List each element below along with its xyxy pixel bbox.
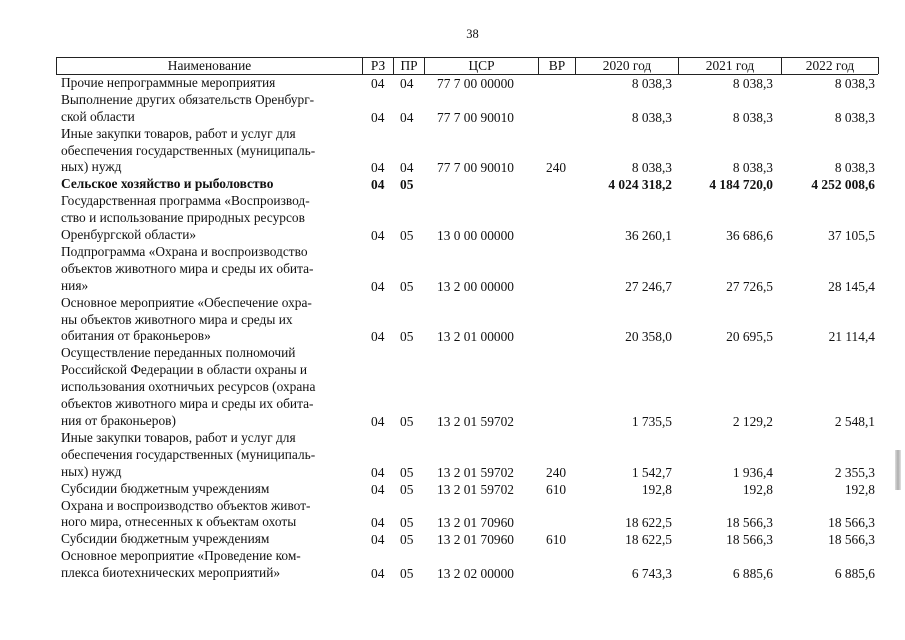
row-value-2020: 192,8 <box>641 481 672 497</box>
row-value-2021: 4 184 720,0 <box>709 177 773 193</box>
table-row <box>0 126 905 177</box>
row-csr: 77 7 00 90010 <box>437 160 514 176</box>
row-rz: 04 <box>371 76 385 91</box>
row-pr: 04 <box>400 76 414 91</box>
row-rz: 04 <box>371 464 385 480</box>
row-pr: 05 <box>400 228 414 244</box>
table-row <box>0 531 905 548</box>
row-pr: 04 <box>400 160 414 176</box>
row-value-2020: 8 038,3 <box>631 76 672 91</box>
row-name-line: обеспечения государственных (муниципаль- <box>61 142 316 158</box>
row-value-2022: 4 252 008,6 <box>811 177 875 193</box>
row-rz: 04 <box>371 228 385 244</box>
row-csr: 13 2 01 59702 <box>437 464 514 480</box>
row-name-line: ство и использование природных ресурсов <box>61 210 305 226</box>
row-value-2021: 8 038,3 <box>732 160 773 176</box>
row-name-line: Иные закупки товаров, работ и услуг для <box>61 429 296 445</box>
header-year-2021: 2021 год <box>705 58 755 73</box>
row-name-line: Российской Федерации в области охраны и <box>61 362 308 378</box>
row-value-2020: 8 038,3 <box>631 109 672 125</box>
row-value-2022: 8 038,3 <box>834 160 875 176</box>
row-name-line: обитания от браконьеров» <box>61 328 211 344</box>
header-rz: РЗ <box>370 58 386 73</box>
table-row <box>0 481 905 498</box>
row-value-2020: 4 024 318,2 <box>608 177 672 193</box>
row-pr: 05 <box>400 532 414 548</box>
row-value-2020: 8 038,3 <box>631 160 672 176</box>
row-value-2020: 20 358,0 <box>625 329 672 345</box>
row-value-2021: 8 038,3 <box>732 109 773 125</box>
row-value-2022: 18 566,3 <box>828 515 875 531</box>
row-pr: 05 <box>400 481 414 497</box>
row-csr: 13 2 02 00000 <box>437 566 514 582</box>
row-vr: 240 <box>546 464 567 480</box>
table-row <box>0 430 905 481</box>
header-year-2020: 2020 год <box>602 58 652 73</box>
row-name-line: Основное мероприятие «Обеспечение охра- <box>61 294 312 310</box>
row-rz: 04 <box>371 177 385 193</box>
row-name-line: ного мира, отнесенных к объектам охоты <box>61 514 297 530</box>
row-value-2020: 1 542,7 <box>631 464 672 480</box>
row-name-line: Прочие непрограммные мероприятия <box>61 75 276 90</box>
table-row <box>0 345 905 430</box>
row-value-2020: 18 622,5 <box>625 515 672 531</box>
row-value-2020: 1 735,5 <box>631 413 672 429</box>
row-name-line: ных) нужд <box>61 159 122 175</box>
row-value-2022: 2 355,3 <box>834 464 875 480</box>
row-pr: 05 <box>400 329 414 345</box>
row-value-2021: 20 695,5 <box>726 329 773 345</box>
header-pr: ПР <box>400 58 418 73</box>
row-pr: 05 <box>400 177 414 193</box>
row-name-line: ния» <box>61 277 89 293</box>
row-rz: 04 <box>371 329 385 345</box>
row-value-2021: 6 885,6 <box>732 566 773 582</box>
row-value-2021: 2 129,2 <box>732 413 773 429</box>
row-name-line: ны объектов животного мира и среды их <box>61 311 293 327</box>
row-rz: 04 <box>371 566 385 582</box>
row-csr: 13 2 01 70960 <box>437 532 514 548</box>
row-value-2020: 27 246,7 <box>625 278 672 294</box>
row-pr: 05 <box>400 278 414 294</box>
header-divider <box>878 57 879 74</box>
row-csr: 13 2 01 00000 <box>437 329 514 345</box>
row-value-2022: 21 114,4 <box>828 329 875 345</box>
row-rz: 04 <box>371 532 385 548</box>
row-csr: 13 2 01 70960 <box>437 515 514 531</box>
row-name-line: объектов животного мира и среды их обита- <box>61 260 314 276</box>
row-vr: 610 <box>546 532 567 548</box>
table-row <box>0 498 905 532</box>
row-name-line: обеспечения государственных (муниципаль- <box>61 446 316 462</box>
table-row <box>0 92 905 126</box>
row-value-2022: 192,8 <box>844 481 875 497</box>
header-year-2022: 2022 год <box>805 58 855 73</box>
row-name-line: объектов животного мира и среды их обита- <box>61 396 314 412</box>
table-row <box>0 244 905 295</box>
row-value-2021: 1 936,4 <box>732 464 773 480</box>
row-rz: 04 <box>371 109 385 125</box>
row-rz: 04 <box>371 481 385 497</box>
row-name-line: Иные закупки товаров, работ и услуг для <box>61 125 296 141</box>
row-name-line: Охрана и воспроизводство объектов живот- <box>61 497 311 513</box>
page-number: 38 <box>466 27 479 41</box>
row-value-2022: 6 885,6 <box>834 566 875 582</box>
table-row <box>0 548 905 582</box>
row-pr: 05 <box>400 566 414 582</box>
row-rz: 04 <box>371 413 385 429</box>
row-name-line: Субсидии бюджетным учреждениям <box>61 531 270 547</box>
row-value-2022: 2 548,1 <box>834 413 875 429</box>
row-name-line: Субсидии бюджетным учреждениям <box>61 480 270 496</box>
row-name-line: Выполнение других обязательств Оренбург- <box>61 91 315 107</box>
row-name-line: Осуществление переданных полномочий <box>61 345 296 361</box>
row-value-2022: 28 145,4 <box>828 278 875 294</box>
table-row <box>0 193 905 244</box>
row-value-2021: 18 566,3 <box>726 515 773 531</box>
row-vr: 610 <box>546 481 567 497</box>
row-value-2021: 36 686,6 <box>726 228 773 244</box>
row-rz: 04 <box>371 515 385 531</box>
row-csr: 13 2 01 59702 <box>437 413 514 429</box>
row-value-2020: 18 622,5 <box>625 532 672 548</box>
table-row <box>0 176 905 193</box>
row-vr: 240 <box>546 160 567 176</box>
row-name-line: плекса биотехнических мероприятий» <box>61 565 281 581</box>
row-name-line: ных) нужд <box>61 463 122 479</box>
row-name-line: Государственная программа «Воспроизвод- <box>61 193 310 209</box>
row-name-line: Основное мероприятие «Проведение ком- <box>61 548 301 564</box>
header-vr: ВР <box>548 58 566 73</box>
row-value-2022: 8 038,3 <box>834 109 875 125</box>
scan-edge-shadow <box>895 450 901 490</box>
row-rz: 04 <box>371 278 385 294</box>
row-value-2021: 18 566,3 <box>726 532 773 548</box>
row-csr: 77 7 00 00000 <box>437 76 514 91</box>
row-pr: 05 <box>400 413 414 429</box>
row-name-line: использования охотничьих ресурсов (охрана <box>61 379 316 395</box>
row-csr: 77 7 00 90010 <box>437 109 514 125</box>
header-name: Наименование <box>167 58 252 73</box>
row-pr: 05 <box>400 515 414 531</box>
row-csr: 13 0 00 00000 <box>437 228 514 244</box>
row-value-2021: 8 038,3 <box>732 76 773 91</box>
row-value-2022: 18 566,3 <box>828 532 875 548</box>
row-csr: 13 2 00 00000 <box>437 278 514 294</box>
row-name-line: Подпрограмма «Охрана и воспроизводство <box>61 244 308 259</box>
row-value-2021: 192,8 <box>742 481 773 497</box>
row-name-line: ской области <box>61 108 135 124</box>
row-rz: 04 <box>371 160 385 176</box>
row-value-2020: 36 260,1 <box>625 228 672 244</box>
row-name-line: ния от браконьеров) <box>61 412 176 428</box>
table-row <box>0 295 905 346</box>
row-value-2022: 37 105,5 <box>828 228 875 244</box>
row-name-line: Оренбургской области» <box>61 227 197 243</box>
table-row <box>0 75 905 92</box>
row-value-2022: 8 038,3 <box>834 76 875 91</box>
row-csr: 13 2 01 59702 <box>437 481 514 497</box>
row-name-line: Сельское хозяйство и рыболовство <box>61 176 274 192</box>
row-value-2020: 6 743,3 <box>631 566 672 582</box>
row-pr: 05 <box>400 464 414 480</box>
row-value-2021: 27 726,5 <box>726 278 773 294</box>
header-csr: ЦСР <box>468 58 495 73</box>
row-pr: 04 <box>400 109 414 125</box>
